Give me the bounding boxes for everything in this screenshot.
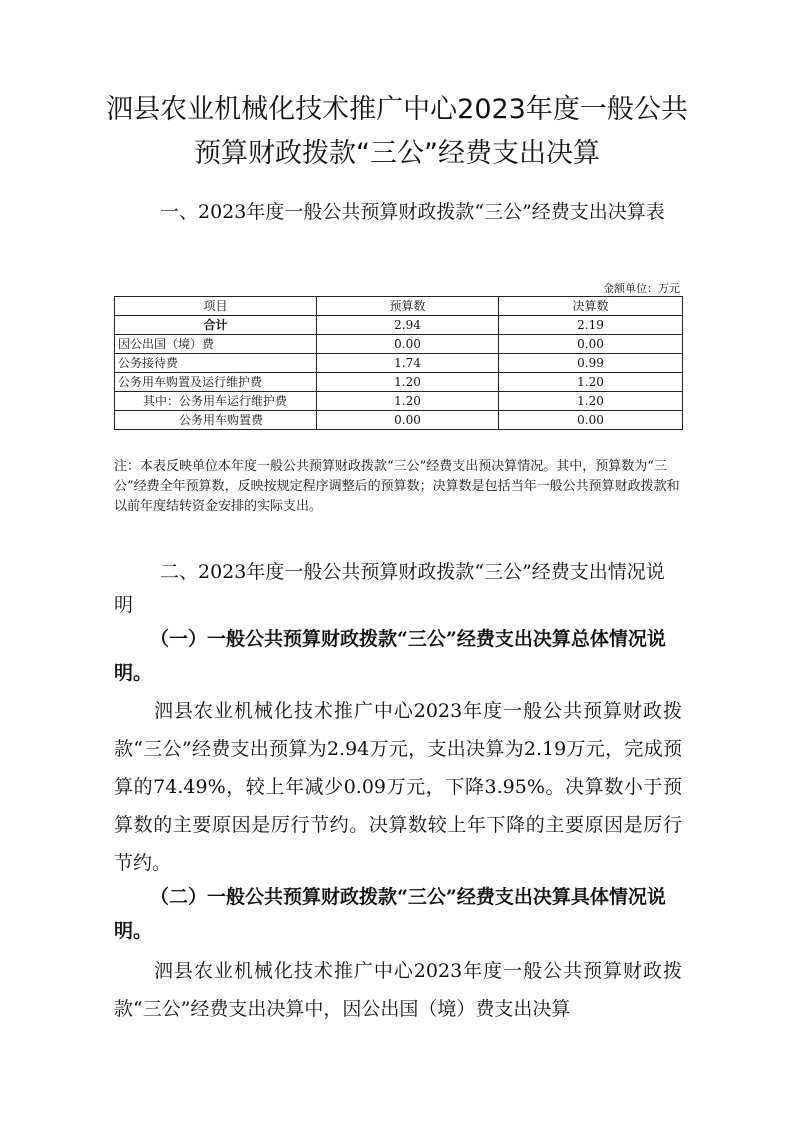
row-final: 1.20 <box>499 373 683 392</box>
row-final: 0.00 <box>499 411 683 430</box>
expense-table <box>114 296 683 430</box>
document-title: 泗县农业机械化技术推广中心2023年度一般公共预算财政拨款“三公”经费支出决算 <box>106 94 688 169</box>
row-label: 公务用车购置费 <box>115 411 317 430</box>
header-budget: 预算数 <box>317 297 499 316</box>
table-row <box>115 335 683 354</box>
row-budget: 0.00 <box>317 411 499 430</box>
row-label: 公务接待费 <box>115 354 317 373</box>
subsection1-heading: （一）一般公共预算财政拨款“三公”经费支出决算总体情况说明。 <box>114 628 666 684</box>
row-final: 0.99 <box>499 354 683 373</box>
row-label: 合计 <box>115 316 317 335</box>
row-budget: 1.20 <box>317 373 499 392</box>
row-label: 其中：公务用车运行维护费 <box>115 392 317 411</box>
header-item: 项目 <box>115 297 317 316</box>
row-final: 0.00 <box>499 335 683 354</box>
table-row <box>115 316 683 335</box>
unit-label: 金额单位：万元 <box>603 282 680 295</box>
table-row <box>115 354 683 373</box>
row-label: 因公出国（境）费 <box>115 335 317 354</box>
table-header-row <box>115 297 683 316</box>
table-row <box>115 392 683 411</box>
subsection2-heading: （二）一般公共预算财政拨款“三公”经费支出决算具体情况说明。 <box>114 886 666 942</box>
subsection1-paragraph: 泗县农业机械化技术推广中心2023年度一般公共预算财政拨款“三公”经费支出预算为2.94万元，支出决算为2.19万元，完成预算的74.49%，较上年减少0.09万元，下降3.95%。决算数小于预算数的主要原因是厉行节约。决算数较上年下降的主要原因是厉行节约。 <box>114 700 682 874</box>
section2-heading: 二、2023年度一般公共预算财政拨款“三公”经费支出情况说明 <box>114 561 665 616</box>
subsection2-paragraph: 泗县农业机械化技术推广中心2023年度一般公共预算财政拨款“三公”经费支出决算中，因公出国（境）费支出决算 <box>114 960 682 1020</box>
row-budget: 1.74 <box>317 354 499 373</box>
section1-heading: 一、2023年度一般公共预算财政拨款“三公”经费支出决算表 <box>160 201 665 223</box>
table-row <box>115 373 683 392</box>
row-budget: 1.20 <box>317 392 499 411</box>
row-label: 公务用车购置及运行维护费 <box>115 373 317 392</box>
table-row <box>115 411 683 430</box>
row-final: 2.19 <box>499 316 683 335</box>
header-final: 决算数 <box>499 297 683 316</box>
row-budget: 2.94 <box>317 316 499 335</box>
row-budget: 0.00 <box>317 335 499 354</box>
table-note: 注：本表反映单位本年度一般公共预算财政拨款“三公”经费支出预决算情况。其中，预算数为“三公”经费全年预算数，反映按规定程序调整后的预算数；决算数是包括当年一般公共预算财政拨款和以前年度结转资金安排的实际支出。 <box>114 459 680 514</box>
row-final: 1.20 <box>499 392 683 411</box>
